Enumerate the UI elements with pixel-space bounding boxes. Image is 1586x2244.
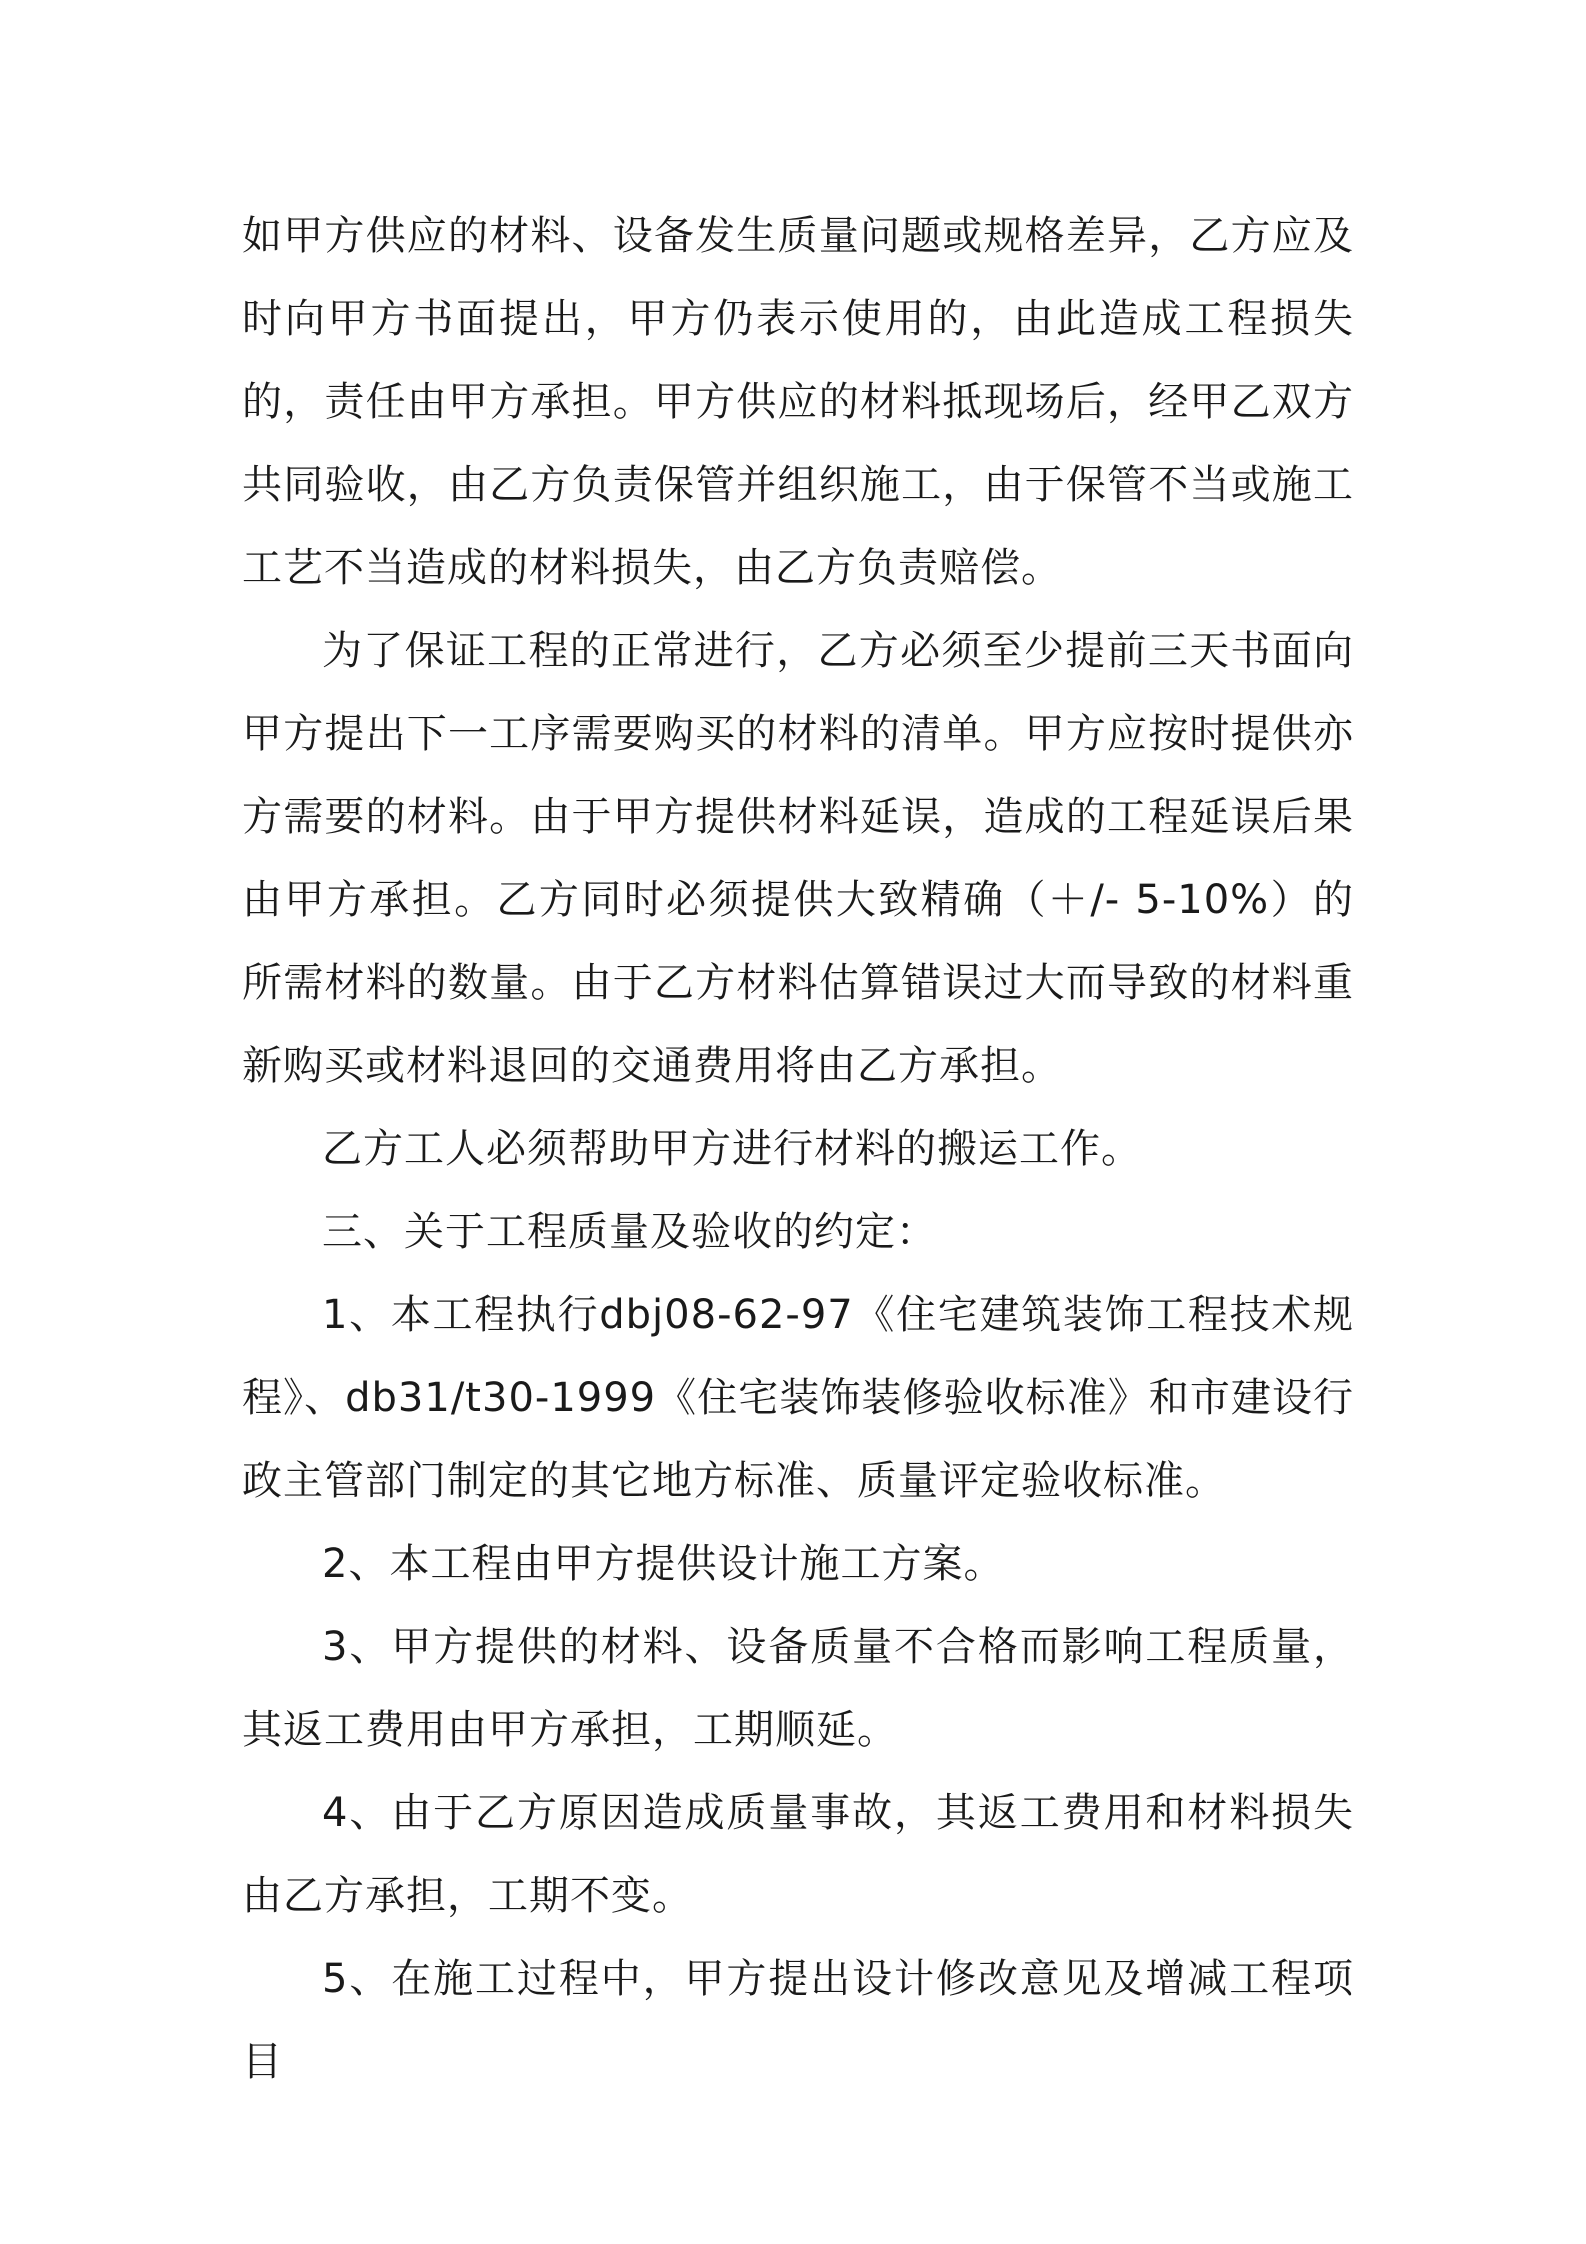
paragraph-material-quality: 如甲方供应的材料、设备发生质量问题或规格差异，乙方应及时向甲方书面提出，甲方仍表示使用的，由此造成工程损失的，责任由甲方承担。甲方供应的材料抵现场后，经甲乙双方共同验收，由乙方负责保管并组织施工，由于保管不当或施工工艺不当造成的材料损失，由乙方负责赔偿。 (242, 213, 1354, 591)
document-body (242, 195, 1354, 2104)
clause-1-standards: 1、本工程执行dbj08-62-97《住宅建筑装饰工程技术规程》、db31/t30-1999《住宅装饰装修验收标准》和市建设行政主管部门制定的其它地方标准、质量评定验收标准。 (242, 1292, 1354, 1504)
paragraph-material-transport: 乙方工人必须帮助甲方进行材料的搬运工作。 (322, 1126, 1142, 1172)
section-heading-quality-acceptance: 三、关于工程质量及验收的约定： (322, 1209, 937, 1255)
clause-5-design-changes: 5、在施工过程中，甲方提出设计修改意见及增减工程项目 (242, 1956, 1354, 2085)
clause-3-party-a-material: 3、甲方提供的材料、设备质量不合格而影响工程质量，其返工费用由甲方承担，工期顺延。 (242, 1624, 1354, 1753)
paragraph-material-list: 为了保证工程的正常进行，乙方必须至少提前三天书面向甲方提出下一工序需要购买的材料的清单。甲方应按时提供亦方需要的材料。由于甲方提供材料延误，造成的工程延误后果由甲方承担。乙方同时必须提供大致精确（＋/- 5-10%）的所需材料的数量。由于乙方材料估算错误过大而导致的材料重新购买或材料退回的交通费用将由乙方承担。 (242, 628, 1354, 1089)
clause-4-party-b-accident: 4、由于乙方原因造成质量事故，其返工费用和材料损失由乙方承担，工期不变。 (242, 1790, 1354, 1919)
clause-2-design-plan: 2、本工程由甲方提供设计施工方案。 (322, 1541, 1005, 1587)
